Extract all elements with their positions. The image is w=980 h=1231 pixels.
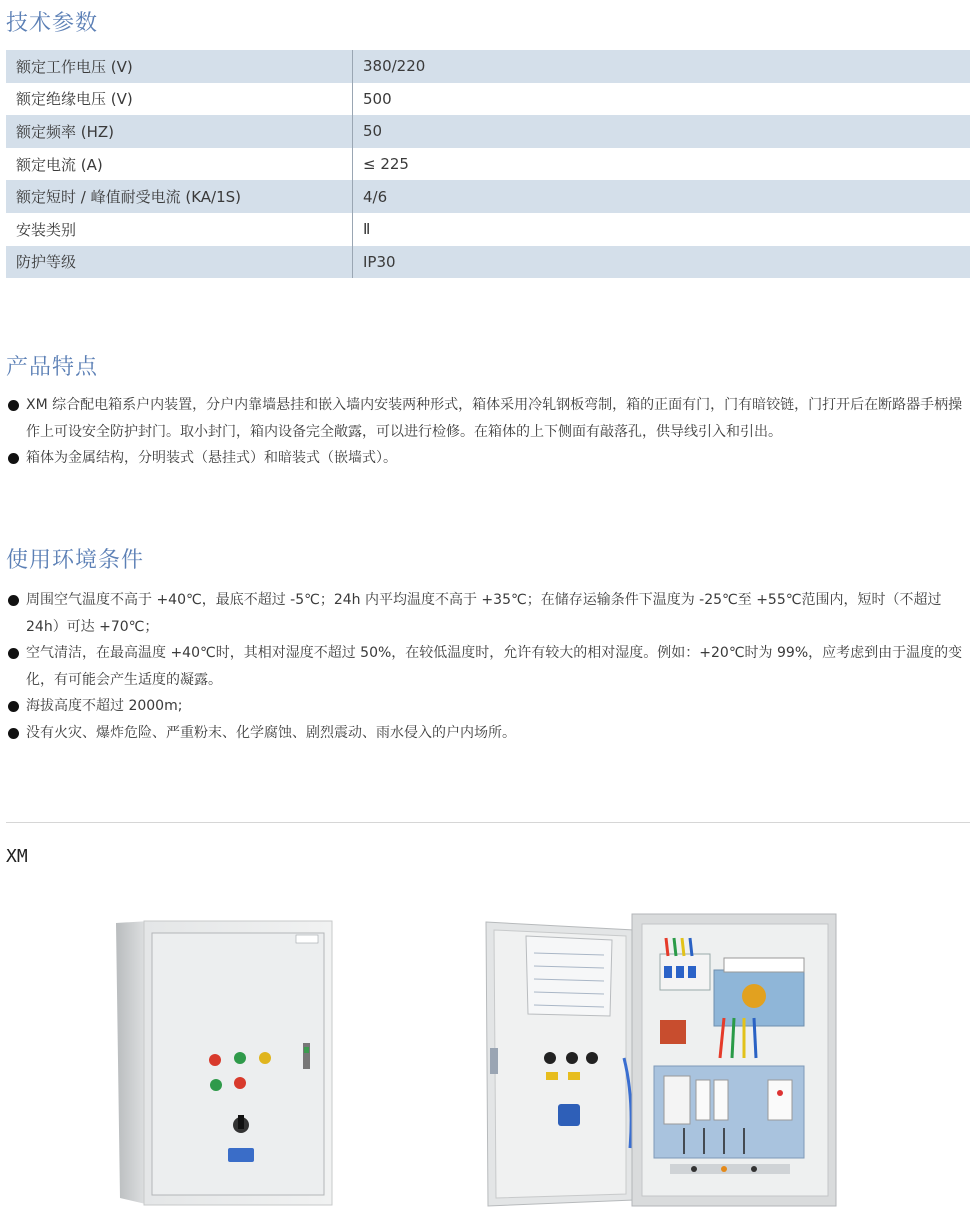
specs-table xyxy=(6,50,970,278)
list-item: 箱体为金属结构，分明装式（悬挂式）和暗装式（嵌墙式）。 xyxy=(6,445,968,472)
bullet-icon xyxy=(8,453,19,464)
spec-value: 380/220 xyxy=(353,50,971,83)
spec-value: Ⅱ xyxy=(363,220,371,239)
features-title: 产品特点 xyxy=(6,355,99,380)
spec-value: IP30 xyxy=(353,246,971,279)
list-item: 没有火灾、爆炸危险、严重粉末、化学腐蚀、剧烈震动、雨水侵入的户内场所。 xyxy=(6,720,968,747)
table-row xyxy=(6,246,970,279)
spec-label: 额定工作电压 (V) xyxy=(6,50,353,83)
spec-label: 额定电流 (A) xyxy=(6,148,353,181)
spec-value: 4/6 xyxy=(353,180,971,213)
environment-title: 使用环境条件 xyxy=(6,548,145,573)
spec-value: 50 xyxy=(353,115,971,148)
spec-label: 额定频率 (HZ) xyxy=(6,115,353,148)
list-item: 海拔高度不超过 2000m; xyxy=(6,693,968,720)
bullet-icon xyxy=(8,648,19,659)
spec-label: 额定短时 / 峰值耐受电流 (KA/1S) xyxy=(6,180,353,213)
table-row xyxy=(6,50,970,83)
bullet-icon xyxy=(8,595,19,606)
list-item: XM 综合配电箱系户内装置，分户内靠墙悬挂和嵌入墙内安装两种形式，箱体采用冷轧钢板弯制，箱的正面有门，门有暗铰链，门打开后在断路器手柄操作上可设安全防护封门。取小封门，箱内设备完全敞露，可以进行检修。在箱体的上下侧面有敲落孔，供导线引入和引出。 xyxy=(6,392,968,445)
features-list xyxy=(6,392,968,472)
spec-value: 500 xyxy=(363,89,392,108)
environment-list xyxy=(6,587,968,746)
table-row xyxy=(6,115,970,148)
spec-label: 安装类别 xyxy=(6,213,353,246)
spec-label: 额定绝缘电压 (V) xyxy=(6,83,353,116)
list-item: 空气清洁，在最高温度 +40℃时，其相对湿度不超过 50%，在较低温度时，允许有较大的相对湿度。例如：+20℃时为 99%，应考虑到由于温度的变化，有可能会产生适度的凝露。 xyxy=(6,640,968,693)
table-row xyxy=(6,83,970,116)
spec-label: 防护等级 xyxy=(6,246,353,279)
divider xyxy=(6,822,970,823)
bullet-icon xyxy=(8,728,19,739)
open-cabinet-image xyxy=(484,908,844,1210)
closed-cabinet-image xyxy=(110,915,340,1210)
table-row xyxy=(6,213,970,246)
spec-value: ≤ 225 xyxy=(363,155,409,174)
model-name: XM xyxy=(6,846,28,867)
list-item: 周围空气温度不高于 +40℃，最底不超过 -5℃；24h 内平均温度不高于 +35℃；在储存运输条件下温度为 -25℃至 +55℃范围内，短时（不超过 24h）可达 +70℃； xyxy=(6,587,968,640)
specs-title: 技术参数 xyxy=(6,11,99,36)
bullet-icon xyxy=(8,400,19,411)
table-row xyxy=(6,148,970,181)
bullet-icon xyxy=(8,701,19,712)
table-row xyxy=(6,180,970,213)
